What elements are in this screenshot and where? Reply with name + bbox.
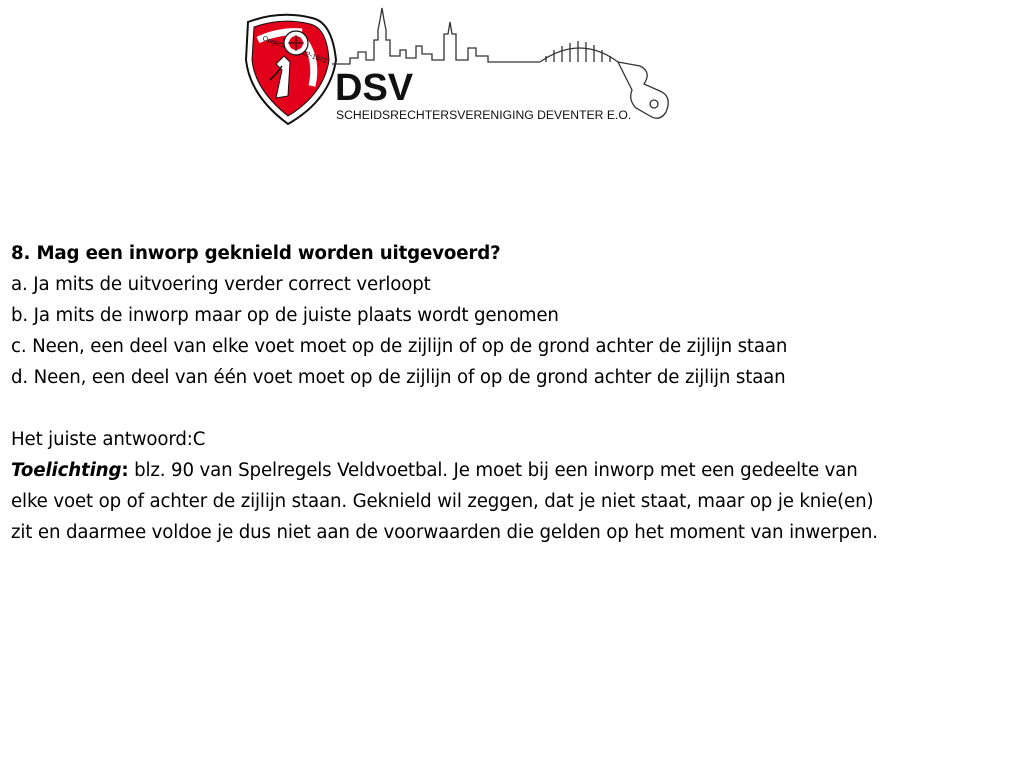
spacer	[11, 393, 1021, 424]
explanation-text-1: blz. 90 van Spelregels Veldvoetbal. Je moet bij een inworp met een gedeelte van	[128, 460, 858, 481]
dsv-abbreviation: DSV	[335, 67, 414, 109]
explanation-line-3: zit en daarmee voldoe je dus niet aan de voorwaarden die gelden op het moment van inwerpen.	[11, 522, 878, 543]
option-c: c. Neen, een deel van elke voet moet op de zijlijn of op de grond achter de zijlijn staan	[11, 336, 788, 357]
explanation-line-1	[11, 455, 1021, 486]
option-d: d. Neen, een deel van één voet moet op de zijlijn of op de grond achter de zijlijn staan	[11, 367, 786, 388]
explanation-line-2: elke voet op of achter de zijlijn staan. Geknield wil zeggen, dat je niet staat, maar op je knie(en)	[11, 491, 874, 512]
dsv-logo	[240, 0, 680, 130]
explanation-colon: :	[121, 460, 129, 481]
dsv-subtitle: SCHEIDSRECHTERSVERENIGING DEVENTER E.O.	[336, 108, 632, 122]
question-title: 8. Mag een inworp geknield worden uitgevoerd?	[11, 243, 501, 264]
badge-text: Opgericht 10-02-1922	[261, 35, 328, 66]
shield-badge-icon	[246, 15, 336, 124]
quiz-content	[11, 238, 1021, 548]
option-b: b. Ja mits de inworp maar op de juiste plaats wordt genomen	[11, 305, 559, 326]
answer-text: Het juiste antwoord:C	[11, 429, 206, 450]
explanation-label: Toelichting	[11, 460, 122, 481]
option-a: a. Ja mits de uitvoering verder correct verloopt	[11, 274, 431, 295]
dsv-logo-graphic	[240, 0, 680, 130]
